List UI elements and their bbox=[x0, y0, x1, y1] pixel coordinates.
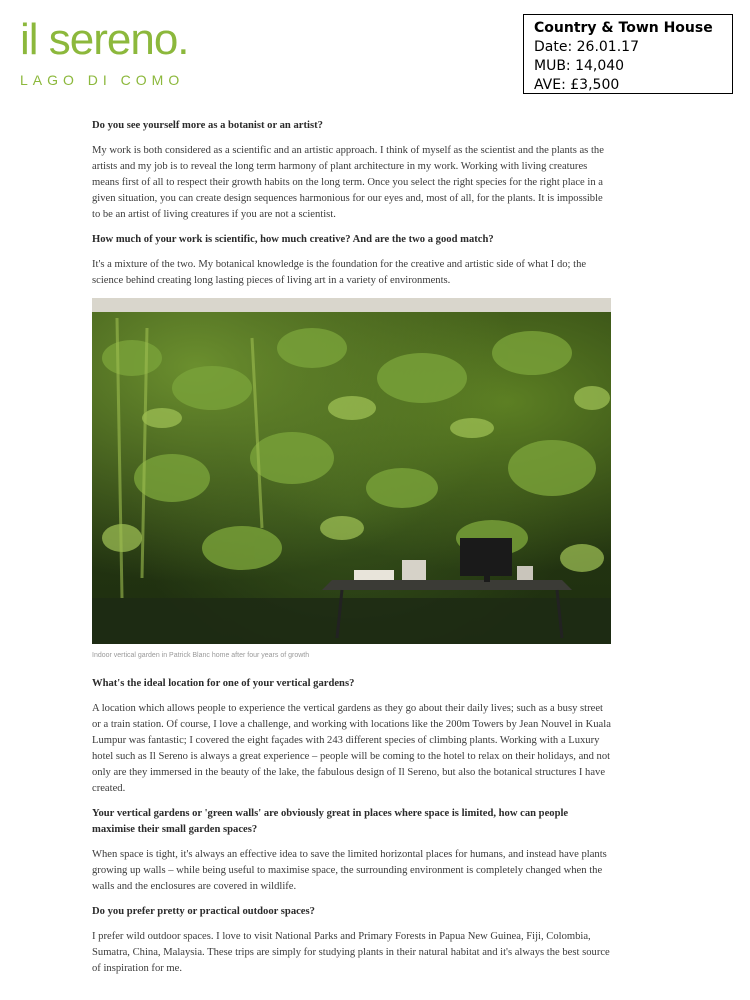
clipping-mub: MUB: 14,040 bbox=[534, 58, 625, 74]
answer-1: My work is both considered as a scientific and an artistic approach. I think of myself as the scientist and the plants as the artists and my job is to reveal the long term harmony of plant architecture in my work. Working with living creatures means first of all to respect their growth habits on the long term. Once you select the right species for the right place in a given situation, you can create design sequences harmonious for our eyes and, most of all, for the plants. It is impossible to be an artist of living creatures if you are not a scientist. bbox=[92, 145, 604, 220]
publication-name: Country & Town House bbox=[534, 20, 713, 36]
article-body bbox=[92, 118, 612, 986]
vertical-garden-photo bbox=[92, 298, 611, 644]
question-4: Your vertical gardens or 'green walls' are obviously great in places where space is limited, how can people maximise their small garden spaces? bbox=[92, 808, 569, 835]
answer-2: It's a mixture of the two. My botanical knowledge is the foundation for the creative and artistic side of what I do; the science behind creating long lasting pieces of living art in a variety of environments. bbox=[92, 259, 587, 286]
clipping-ave: AVE: £3,500 bbox=[534, 77, 620, 93]
question-2: How much of your work is scientific, how much creative? And are the two a good match? bbox=[92, 234, 494, 245]
press-clipping-info bbox=[523, 14, 733, 94]
answer-5: I prefer wild outdoor spaces. I love to visit National Parks and Primary Forests in Papua New Guinea, Fiji, Colombia, Sumatra, China, Malaysia. These trips are simply for studying plants in their natural habitat and it's always the best source of inspiration for me. bbox=[92, 931, 610, 974]
answer-3: A location which allows people to experience the vertical gardens as they go about their daily lives; such as a busy street or a train station. Of course, I love a challenge, and working with locations like the 200m Towers by Jean Nouvel in Kuala Lumpur was fantastic; I covered the eight façades with 243 different species of climbing plants. Working with a Luxury hotel such as Il Sereno is always a great experience – people will be coming to the hotel to relax on their holidays, and not only are they immersed in the beauty of the lake, the fabulous design of Il Sereno, but also the botanical structures I have created. bbox=[92, 703, 611, 794]
photo-caption: Indoor vertical garden in Patrick Blanc home after four years of growth bbox=[92, 652, 310, 659]
answer-4: When space is tight, it's always an effective idea to save the limited horizontal places for humans, and instead have plants growing up walls – while being useful to maximise space, the surrounding environment is completely changed when the walls and the enclosures are covered in wildlife. bbox=[92, 849, 607, 892]
logo-title: il sereno. bbox=[20, 15, 189, 64]
il-sereno-logo bbox=[20, 15, 189, 88]
vertical-garden-illustration bbox=[92, 298, 611, 644]
question-5: Do you prefer pretty or practical outdoor spaces? bbox=[92, 906, 315, 917]
question-1: Do you see yourself more as a botanist or an artist? bbox=[92, 120, 323, 131]
logo-subtitle: LAGO DI COMO bbox=[20, 72, 185, 88]
question-3: What's the ideal location for one of your vertical gardens? bbox=[92, 678, 355, 689]
clipping-date: Date: 26.01.17 bbox=[534, 39, 639, 55]
